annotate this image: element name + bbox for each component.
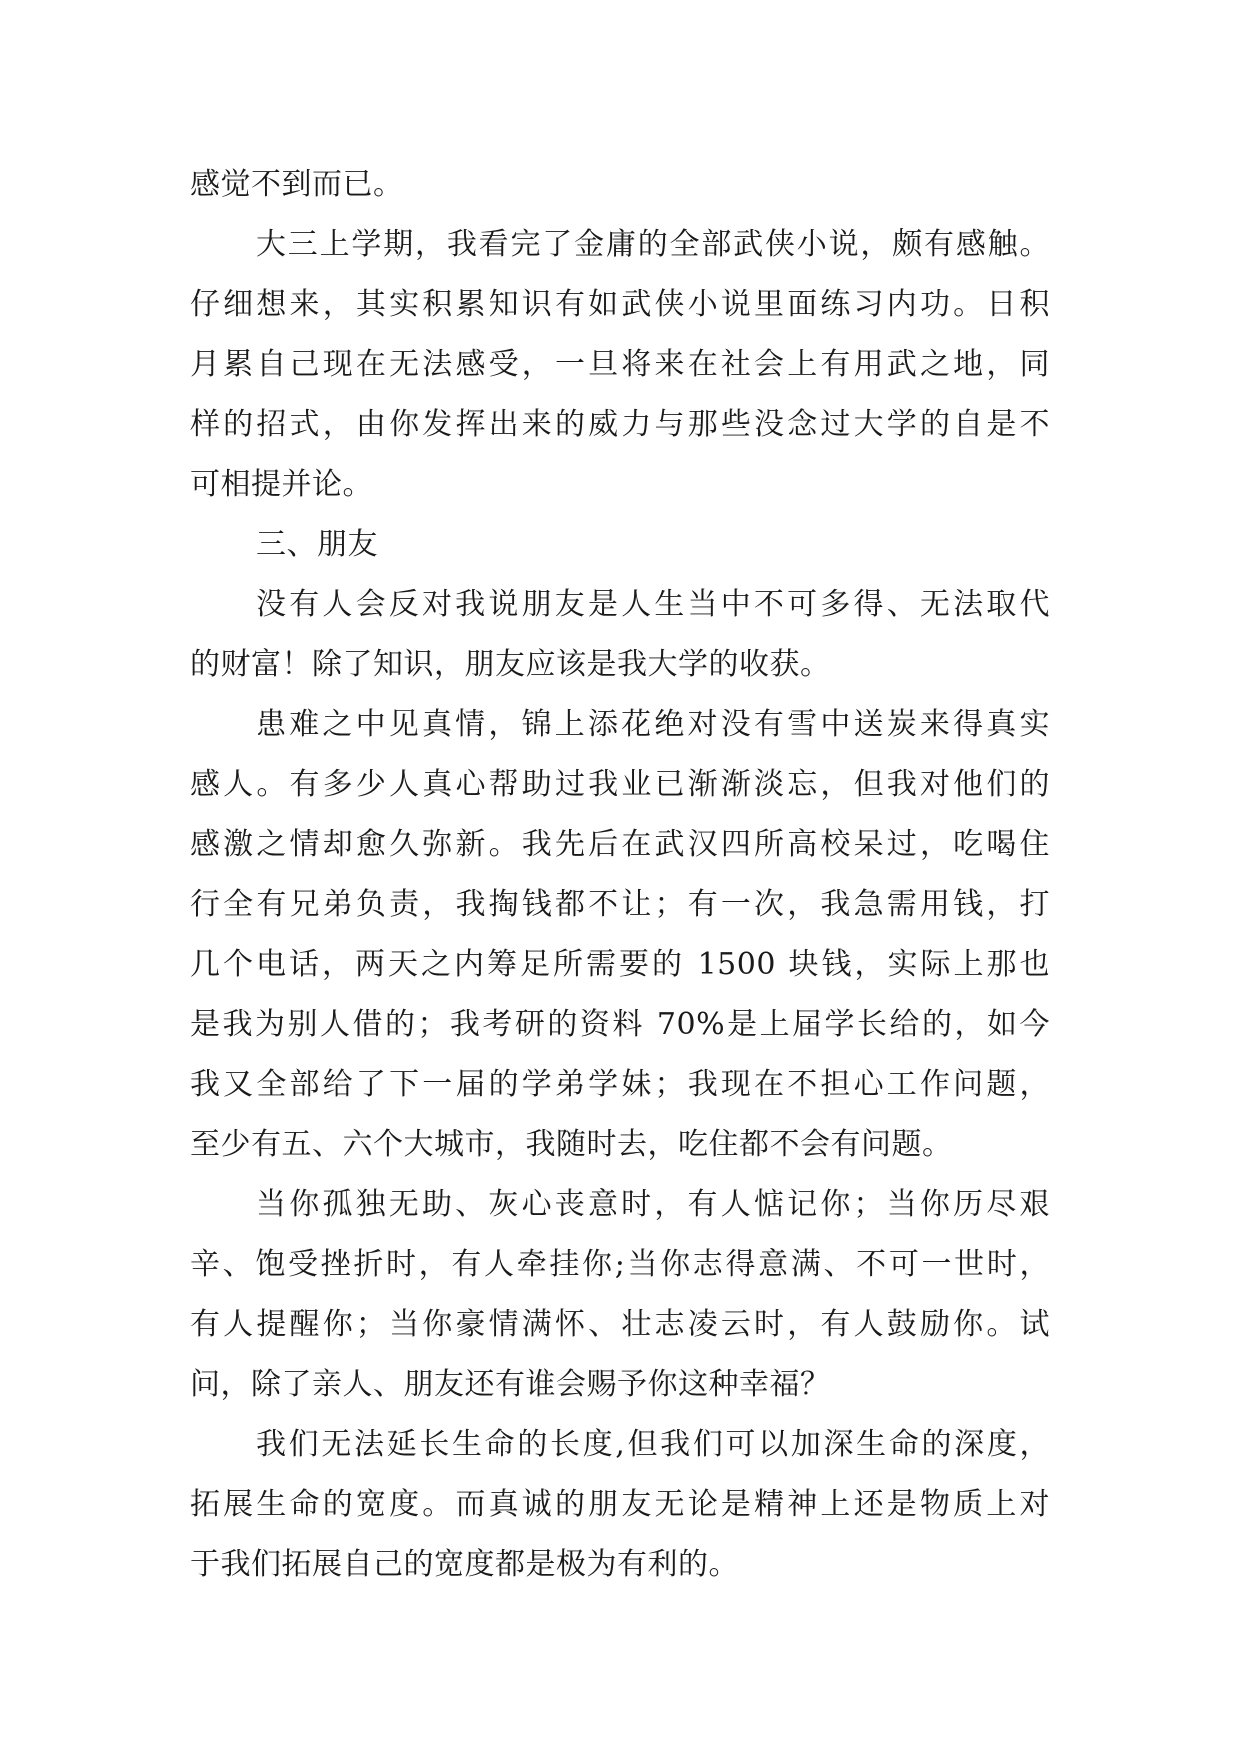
text-line: 月累自己现在无法感受，一旦将来在社会上有用武之地，同: [190, 347, 1050, 382]
paragraph-first-line: 大三上学期，我看完了金庸的全部武侠小说，颇有感触。: [256, 227, 1050, 262]
text-line: 是我为别人借的；我考研的资料 70%是上届学长给的，如今: [190, 1007, 1050, 1042]
text-line: 感激之情却愈久弥新。我先后在武汉四所高校呆过，吃喝住: [190, 827, 1050, 862]
paragraph-first-line: 我们无法延长生命的长度,但我们可以加深生命的深度，: [256, 1427, 1050, 1462]
text-line: 几个电话，两天之内筹足所需要的 1500 块钱，实际上那也: [190, 947, 1050, 982]
text-line: 于我们拓展自己的宽度都是极为有利的。: [190, 1547, 739, 1582]
text-line: 感觉不到而已。: [190, 167, 404, 202]
section-heading: 三、朋友: [256, 527, 378, 562]
text-line: 拓展生命的宽度。而真诚的朋友无论是精神上还是物质上对: [190, 1487, 1050, 1522]
paragraph-first-line: 当你孤独无助、灰心丧意时，有人惦记你；当你历尽艰: [256, 1187, 1050, 1222]
text-line: 问，除了亲人、朋友还有谁会赐予你这种幸福？: [190, 1367, 831, 1402]
paragraph-first-line: 没有人会反对我说朋友是人生当中不可多得、无法取代: [256, 587, 1050, 622]
document-body: [190, 155, 1050, 1595]
text-line: 感人。有多少人真心帮助过我业已渐渐淡忘，但我对他们的: [190, 767, 1050, 802]
text-line: 行全有兄弟负责，我掏钱都不让；有一次，我急需用钱，打: [190, 887, 1050, 922]
text-line: 辛、饱受挫折时，有人牵挂你;当你志得意满、不可一世时，: [190, 1247, 1050, 1282]
text-line: 有人提醒你；当你豪情满怀、壮志凌云时，有人鼓励你。试: [190, 1307, 1050, 1342]
paragraph-first-line: 患难之中见真情，锦上添花绝对没有雪中送炭来得真实: [256, 707, 1050, 742]
text-line: 我又全部给了下一届的学弟学妹；我现在不担心工作问题，: [190, 1067, 1050, 1102]
text-line: 可相提并论。: [190, 467, 373, 502]
text-line: 至少有五、六个大城市，我随时去，吃住都不会有问题。: [190, 1127, 953, 1162]
text-line: 样的招式，由你发挥出来的威力与那些没念过大学的自是不: [190, 407, 1050, 442]
text-line: 仔细想来，其实积累知识有如武侠小说里面练习内功。日积: [190, 287, 1050, 322]
text-line: 的财富！除了知识，朋友应该是我大学的收获。: [190, 647, 831, 682]
